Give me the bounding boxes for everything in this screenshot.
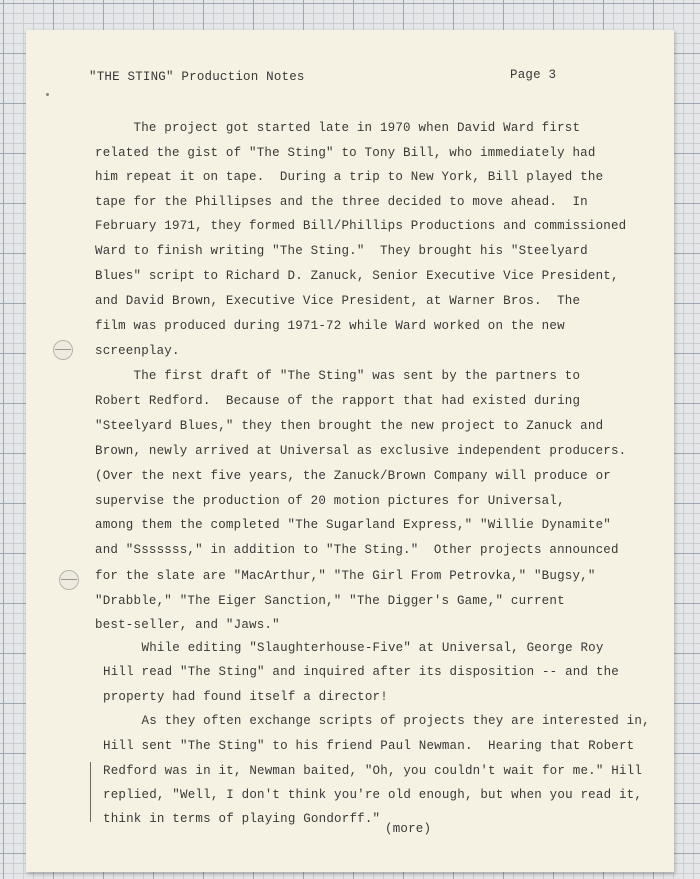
text-line: February 1971, they formed Bill/Phillips Productions and commissioned (95, 219, 627, 233)
text-line: Hill read "The Sting" and inquired after its disposition -- and the (103, 665, 619, 679)
text-line: Brown, newly arrived at Universal as exclusive independent producers. (95, 444, 627, 458)
text-line: Blues" script to Richard D. Zanuck, Senior Executive Vice President, (95, 269, 619, 283)
text-line: "Drabble," "The Eiger Sanction," "The Digger's Game," current (95, 594, 565, 608)
text-line: for the slate are "MacArthur," "The Girl From Petrovka," "Bugsy," (95, 569, 596, 583)
text-line: among them the completed "The Sugarland Express," "Willie Dynamite" (95, 518, 611, 532)
text-line: The first draft of "The Sting" was sent by the partners to (95, 369, 581, 383)
text-line: As they often exchange scripts of projects they are interested in, (103, 714, 650, 728)
paper-mark (46, 93, 49, 96)
text-line: "Steelyard Blues," they then brought the new project to Zanuck and (95, 419, 604, 433)
text-line: While editing "Slaughterhouse-Five" at Universal, George Roy (103, 641, 604, 655)
text-line: Redford was in it, Newman baited, "Oh, you couldn't wait for me." Hill (103, 764, 643, 778)
text-line: think in terms of playing Gondorff." (103, 812, 381, 826)
text-line: screenplay. (95, 344, 180, 358)
text-line: replied, "Well, I don't think you're old enough, but when you read it, (103, 788, 643, 802)
text-line: (Over the next five years, the Zanuck/Brown Company will produce or (95, 469, 611, 483)
margin-mark (90, 762, 91, 822)
text-line: The project got started late in 1970 when David Ward first (95, 121, 581, 135)
text-line: property had found itself a director! (103, 690, 388, 704)
page-header-title: "THE STING" Production Notes (89, 70, 305, 84)
punch-hole (59, 570, 79, 590)
text-line: him repeat it on tape. During a trip to New York, Bill played the (95, 170, 604, 184)
text-line: supervise the production of 20 motion pictures for Universal, (95, 494, 565, 508)
text-line: best-seller, and "Jaws." (95, 618, 280, 632)
text-line: and "Sssssss," in addition to "The Sting." Other projects announced (95, 543, 619, 557)
text-line: Robert Redford. Because of the rapport that had existed during (95, 394, 581, 408)
text-line: film was produced during 1971-72 while Ward worked on the new (95, 319, 565, 333)
more-marker: (more) (385, 822, 432, 836)
text-line: Ward to finish writing "The Sting." They brought his "Steelyard (95, 244, 588, 258)
text-line: tape for the Phillipses and the three decided to move ahead. In (95, 195, 588, 209)
page-number: Page 3 (510, 68, 557, 82)
text-line: Hill sent "The Sting" to his friend Paul Newman. Hearing that Robert (103, 739, 635, 753)
punch-hole (53, 340, 73, 360)
text-line: and David Brown, Executive Vice President, at Warner Bros. The (95, 294, 581, 308)
text-line: related the gist of "The Sting" to Tony Bill, who immediately had (95, 146, 596, 160)
